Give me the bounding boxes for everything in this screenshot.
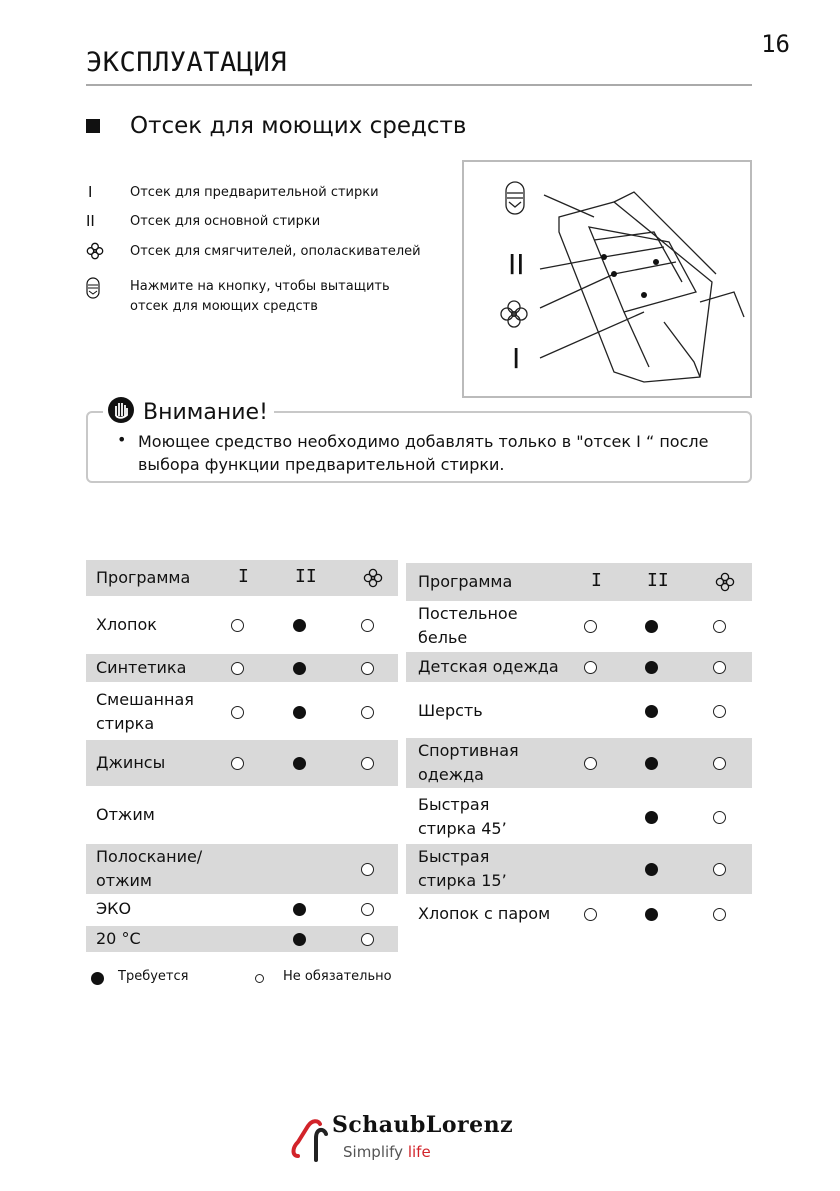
required-mark bbox=[645, 908, 658, 921]
figure-label-one: I bbox=[512, 342, 521, 375]
warning-title: Внимание! bbox=[143, 399, 268, 425]
optional-mark bbox=[231, 662, 244, 675]
figure-label-two: II bbox=[508, 248, 525, 281]
optional-mark bbox=[713, 811, 726, 824]
warning-bullet: • bbox=[117, 430, 127, 449]
optional-mark bbox=[584, 661, 597, 674]
optional-mark bbox=[361, 706, 374, 719]
roman-one-symbol: I bbox=[88, 183, 93, 201]
required-mark bbox=[293, 662, 306, 675]
empty-circle-icon bbox=[255, 974, 264, 983]
page-number: 16 bbox=[761, 30, 790, 58]
required-mark bbox=[645, 811, 658, 824]
optional-mark bbox=[361, 619, 374, 632]
optional-mark bbox=[361, 662, 374, 675]
program-name: Джинсы bbox=[96, 753, 166, 772]
optional-mark bbox=[713, 661, 726, 674]
legend-text: Отсек для смягчителей, ополаскивателей bbox=[130, 244, 421, 259]
brand-name: SchaubLorenz bbox=[332, 1112, 514, 1138]
header-program: Программа bbox=[418, 572, 513, 591]
button-icon bbox=[86, 277, 108, 303]
legend-text: Отсек для основной стирки bbox=[130, 214, 321, 229]
hand-stop-icon bbox=[107, 396, 135, 428]
legend-text: Отсек для предварительной стирки bbox=[130, 185, 379, 200]
optional-mark bbox=[361, 903, 374, 916]
header-program: Программа bbox=[96, 568, 191, 587]
square-bullet-icon bbox=[86, 119, 100, 133]
required-mark bbox=[645, 863, 658, 876]
section-title: ЭКСПЛУАТАЦИЯ bbox=[86, 47, 288, 78]
tagline-main: Simplify bbox=[343, 1143, 404, 1161]
program-name: Быстрая стирка 45’ bbox=[418, 795, 507, 838]
required-mark bbox=[293, 903, 306, 916]
optional-mark bbox=[361, 933, 374, 946]
key-required: Требуется bbox=[118, 969, 189, 984]
roman-two-symbol: II bbox=[86, 212, 95, 230]
required-mark bbox=[293, 933, 306, 946]
required-mark bbox=[293, 757, 306, 770]
program-name: Хлопок с паром bbox=[418, 904, 551, 923]
required-mark bbox=[645, 757, 658, 770]
brand-tagline bbox=[343, 1143, 431, 1161]
detergent-drawer-figure bbox=[462, 160, 752, 398]
subsection-title: Отсек для моющих средств bbox=[130, 113, 467, 139]
program-name: Синтетика bbox=[96, 658, 187, 677]
optional-mark bbox=[584, 757, 597, 770]
optional-mark bbox=[361, 757, 374, 770]
program-name: ЭКО bbox=[96, 899, 132, 918]
program-name: Шерсть bbox=[418, 701, 483, 720]
optional-mark bbox=[713, 908, 726, 921]
program-name: Хлопок bbox=[96, 615, 157, 634]
warning-text: Моющее средство необходимо добавлять только в "отсек I “ после выбора функции предварительной стирки. bbox=[138, 432, 709, 474]
tagline-accent: life bbox=[407, 1143, 431, 1161]
header-mainwash: II bbox=[647, 570, 669, 591]
required-mark bbox=[645, 661, 658, 674]
program-name: Быстрая стирка 15’ bbox=[418, 847, 507, 890]
key-optional: Не обязательно bbox=[283, 969, 392, 984]
header-prewash: I bbox=[238, 566, 249, 587]
program-name: Детская одежда bbox=[418, 657, 559, 676]
drawer-illustration bbox=[464, 162, 750, 396]
header-mainwash: II bbox=[295, 566, 317, 587]
title-divider bbox=[86, 84, 752, 86]
optional-mark bbox=[231, 619, 244, 632]
program-name: Постельное белье bbox=[418, 604, 518, 647]
optional-mark bbox=[231, 706, 244, 719]
optional-mark bbox=[713, 757, 726, 770]
required-mark bbox=[645, 620, 658, 633]
required-mark bbox=[293, 706, 306, 719]
program-name: Отжим bbox=[96, 805, 155, 824]
warning-header bbox=[103, 396, 274, 428]
legend-text: Нажмите на кнопку, чтобы вытащить отсек для моющих средств bbox=[130, 279, 390, 314]
flower-icon bbox=[86, 242, 108, 264]
required-mark bbox=[293, 619, 306, 632]
optional-mark bbox=[231, 757, 244, 770]
flower-icon bbox=[363, 568, 383, 592]
required-mark bbox=[645, 705, 658, 718]
optional-mark bbox=[584, 908, 597, 921]
program-name: Спортивная одежда bbox=[418, 741, 519, 784]
optional-mark bbox=[713, 863, 726, 876]
optional-mark bbox=[584, 620, 597, 633]
filled-circle-icon bbox=[91, 972, 104, 985]
program-name: Смешанная стирка bbox=[96, 690, 194, 733]
header-prewash: I bbox=[591, 570, 602, 591]
flower-icon bbox=[715, 572, 735, 596]
optional-mark bbox=[713, 620, 726, 633]
optional-mark bbox=[361, 863, 374, 876]
program-name: 20 °C bbox=[96, 929, 141, 948]
optional-mark bbox=[713, 705, 726, 718]
program-name: Полоскание/ отжим bbox=[96, 847, 203, 890]
